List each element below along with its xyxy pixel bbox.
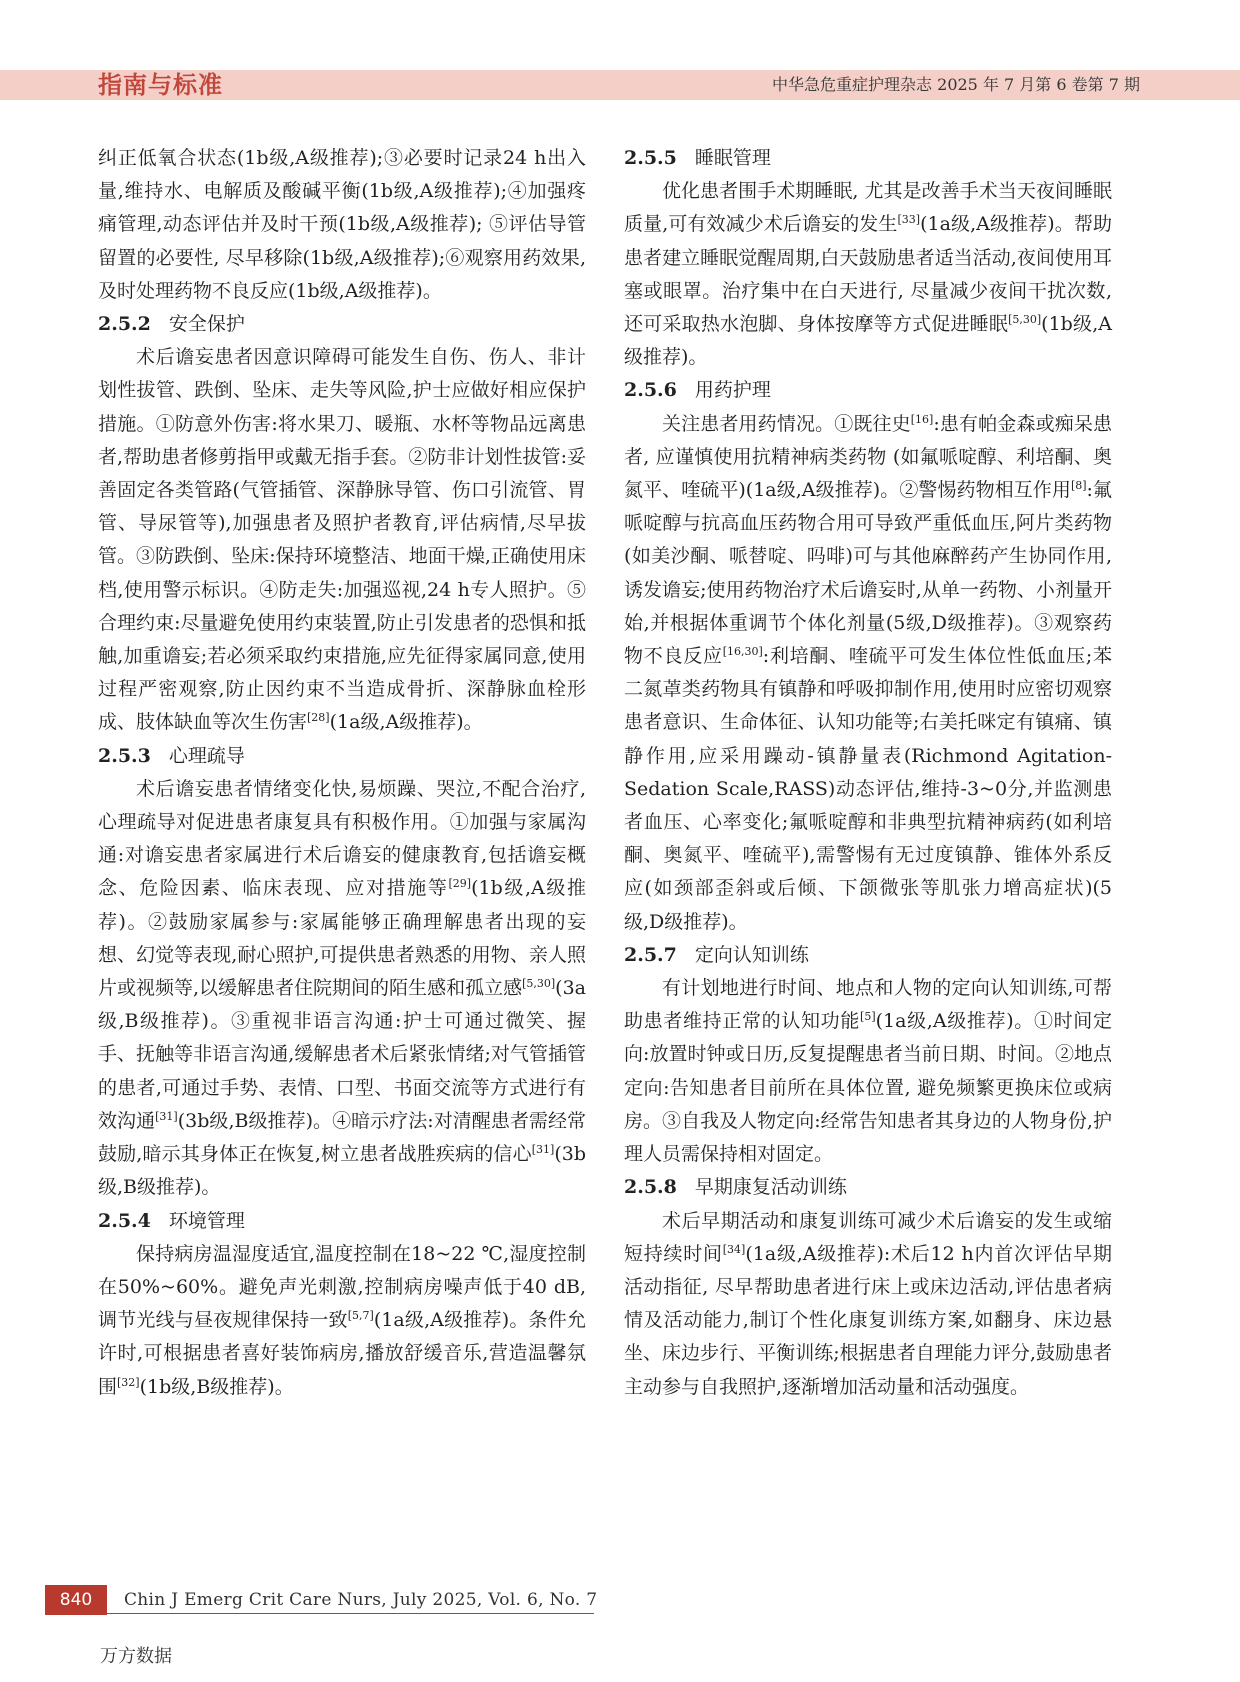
citation-ref: [33] — [897, 213, 921, 227]
citation-ref: [5,30] — [522, 977, 556, 991]
paragraph-text: (1b级,B级推荐)。 — [139, 1375, 294, 1398]
section-number: 2.5.2 — [98, 313, 151, 336]
paragraph-text: 优化患者围手术期睡眠, 尤其是改善手术当天夜间睡眠质量,可有效减少术后谵妄的发生 — [624, 180, 1112, 236]
paragraph-text: (1b级,A级推荐)。 — [624, 313, 1112, 369]
paragraph-text: :患有帕金森或痴呆患者, 应谨慎使用抗精神病类药物 (如氟哌啶醇、利培酮、奥氮平、喹硫平)(1a级,A级推荐)。②警惕药物相互作用 — [624, 412, 1112, 502]
section-heading — [98, 740, 586, 773]
citation-ref: [32] — [117, 1375, 140, 1389]
paragraph-text: (3a级,B级推荐)。③重视非语言沟通:护士可通过微笑、握手、抚触等非语言沟通,缓解患者术后紧张情绪;对气管插管的患者,可通过手势、表情、口型、书面交流等方式进行有效沟通 — [98, 977, 586, 1132]
citation-ref: [8] — [1070, 479, 1087, 493]
citation-ref: [31] — [531, 1143, 555, 1157]
paragraph-text: (3b级,B级推荐)。 — [98, 1143, 586, 1199]
paragraph-text: 有计划地进行时间、地点和人物的定向认知训练,可帮助患者维持正常的认知功能 — [624, 977, 1112, 1033]
citation-ref: [5,30] — [1008, 313, 1042, 327]
paragraph-text: 术后早期活动和康复训练可减少术后谵妄的发生或缩短持续时间 — [624, 1209, 1112, 1265]
section-number: 2.5.3 — [98, 744, 151, 767]
paragraph-text: (3b级,B级推荐)。④暗示疗法:对清醒患者需经常鼓励,暗示其身体正在恢复,树立患者战胜疾病的信心 — [98, 1109, 586, 1166]
paragraph — [98, 1238, 586, 1404]
citation-ref: [29] — [448, 877, 472, 891]
section-number: 2.5.5 — [624, 147, 677, 169]
section-title: 早期康复活动训练 — [694, 1176, 847, 1199]
section-title: 心理疏导 — [168, 744, 245, 767]
paragraph — [98, 341, 586, 739]
section-title: 安全保护 — [168, 313, 245, 336]
citation-ref: [31] — [155, 1109, 178, 1123]
paragraph-text: 关注患者用药情况。①既往史 — [662, 412, 911, 435]
section-heading — [624, 374, 1112, 407]
paragraph — [98, 773, 586, 1205]
paragraph-text: 保持病房温湿度适宜,温度控制在18~22 ℃,湿度控制在50%~60%。避免声光刺激,控制病房噪声低于40 dB,调节光线与昼夜规律保持一致 — [98, 1242, 586, 1332]
section-heading — [624, 142, 1112, 175]
paragraph-text: 术后谵妄患者情绪变化快,易烦躁、哭泣,不配合治疗, 心理疏导对促进患者康复具有积极作用。①加强与家属沟通:对谵妄患者家属进行术后谵妄的健康教育,包括谵妄概念、危险因素、临床表现、应对措施等 — [98, 777, 586, 900]
section-number: 2.5.7 — [624, 943, 677, 966]
section-title: 定向认知训练 — [694, 943, 809, 966]
paragraph-text: (1a级,A级推荐)。 — [329, 711, 483, 734]
paragraph — [624, 175, 1112, 374]
citation-ref: [5] — [860, 1010, 876, 1024]
section-heading — [98, 308, 586, 341]
paragraph-text: (1a级,A级推荐)。①时间定向:放置时钟或日历,反复提醒患者当前日期、时间。②地点定向:告知患者目前所在具体位置, 避免频繁更换床位或病房。③自我及人物定向:经常告知患者其身边的人物身份,护理人员需保持相对固定。 — [624, 1010, 1112, 1166]
footer-citation: Chin J Emerg Crit Care Nurs, July 2025, Vol. 6, No. 7 — [124, 1590, 598, 1610]
section-heading — [624, 939, 1112, 972]
paragraph — [624, 972, 1112, 1171]
section-heading — [98, 1205, 586, 1238]
paragraph — [624, 1205, 1112, 1404]
paragraph-text: :氟哌啶醇与抗高血压药物合用可导致严重低血压,阿片类药物(如美沙酮、哌替啶、吗啡)可与其他麻醉药产生协同作用,诱发谵妄;使用药物治疗术后谵妄时,从单一药物、小剂量开始,并根据体重调节个体化剂量(5级,D级推荐)。③观察药物不良反应 — [624, 479, 1112, 668]
citation-ref: [28] — [307, 711, 330, 725]
paragraph — [98, 142, 586, 308]
paragraph — [624, 408, 1112, 939]
page-number: 840 — [45, 1585, 107, 1615]
paragraph-text: (1a级,A级推荐):术后12 h内首次评估早期活动指征, 尽早帮助患者进行床上或床边活动,评估患者病情及活动能力,制订个性化康复训练方案,如翻身、床边悬坐、床边步行、平衡训练;根据患者自理能力评分,鼓励患者主动参与自我照护,逐渐增加活动量和活动强度。 — [624, 1242, 1112, 1398]
section-number: 2.5.4 — [98, 1209, 151, 1232]
citation-ref: [34] — [722, 1242, 746, 1256]
section-title: 用药护理 — [694, 379, 771, 402]
citation-ref: [5,7] — [347, 1309, 374, 1323]
citation-ref: [16,30] — [722, 645, 763, 659]
right-column — [624, 142, 1112, 1404]
section-label: 指南与标准 — [98, 71, 223, 99]
section-heading — [624, 1171, 1112, 1204]
section-number: 2.5.6 — [624, 379, 677, 402]
paragraph-text: 纠正低氧合状态(1b级,A级推荐);③必要时记录24 h出入量,维持水、电解质及酸碱平衡(1b级,A级推荐);④加强疼痛管理,动态评估并及时干预(1b级,A级推荐); ⑤评估导管留置的必要性, 尽早移除(1b级,A级推荐);⑥观察用药效果,及时处理药物不良反应(1b级,A级推荐)。 — [98, 147, 586, 302]
paragraph-text: (1b级,A级推荐)。②鼓励家属参与:家属能够正确理解患者出现的妄想、幻觉等表现,耐心照护,可提供患者熟悉的用物、亲人照片或视频等,以缓解患者住院期间的陌生感和孤立感 — [98, 877, 586, 1000]
journal-title: 中华急危重症护理杂志 2025 年 7 月第 6 卷第 7 期 — [772, 75, 1140, 94]
citation-ref: [16] — [910, 412, 934, 426]
left-column — [98, 142, 586, 1404]
section-number: 2.5.8 — [624, 1176, 677, 1199]
watermark: 万方数据 — [100, 1646, 172, 1667]
section-title: 环境管理 — [168, 1209, 245, 1232]
paragraph-text: (1a级,A级推荐)。帮助患者建立睡眠觉醒周期,白天鼓励患者适当活动,夜间使用耳塞或眼罩。治疗集中在白天进行, 尽量减少夜间干扰次数, 还可采取热水泡脚、身体按摩等方式促进睡眠 — [624, 213, 1112, 336]
section-title: 睡眠管理 — [694, 147, 771, 169]
paragraph-text: :利培酮、喹硫平可发生体位性低血压;苯二氮䓬类药物具有镇静和呼吸抑制作用,使用时应密切观察患者意识、生命体征、认知功能等;右美托咪定有镇痛、镇静作用,应采用躁动-镇静量表(Richmond Agitation-Sedation Scale,RASS)动态评估,维持-3~0分,并监测患者血压、心率变化;氟哌啶醇和非典型抗精神病药(如利培酮、奥氮平、喹硫平),需警惕有无过度镇静、锥体外系反应(如颈部歪斜或后倾、下颌微张等肌张力增高症状)(5级,D级推荐)。 — [624, 645, 1112, 933]
paragraph-text: 术后谵妄患者因意识障碍可能发生自伤、伤人、非计划性拔管、跌倒、坠床、走失等风险,护士应做好相应保护措施。①防意外伤害:将水果刀、暖瓶、水杯等物品远离患者,帮助患者修剪指甲或戴无指手套。②防非计划性拔管:妥善固定各类管路(气管插管、深静脉导管、伤口引流管、胃管、导尿管等),加强患者及照护者教育,评估病情,尽早拔管。③防跌倒、坠床:保持环境整洁、地面干燥,正确使用床档,使用警示标识。④防走失:加强巡视,24 h专人照护。⑤合理约束:尽量避免使用约束装置,防止引发患者的恐惧和抵触,加重谵妄;若必须采取约束措施,应先征得家属同意,使用过程严密观察,防止因约束不当造成骨折、深静脉血栓形成、肢体缺血等次生伤害 — [98, 346, 586, 734]
paragraph-text: (1a级,A级推荐)。条件允许时,可根据患者喜好装饰病房,播放舒缓音乐,营造温馨氛围 — [98, 1309, 586, 1398]
